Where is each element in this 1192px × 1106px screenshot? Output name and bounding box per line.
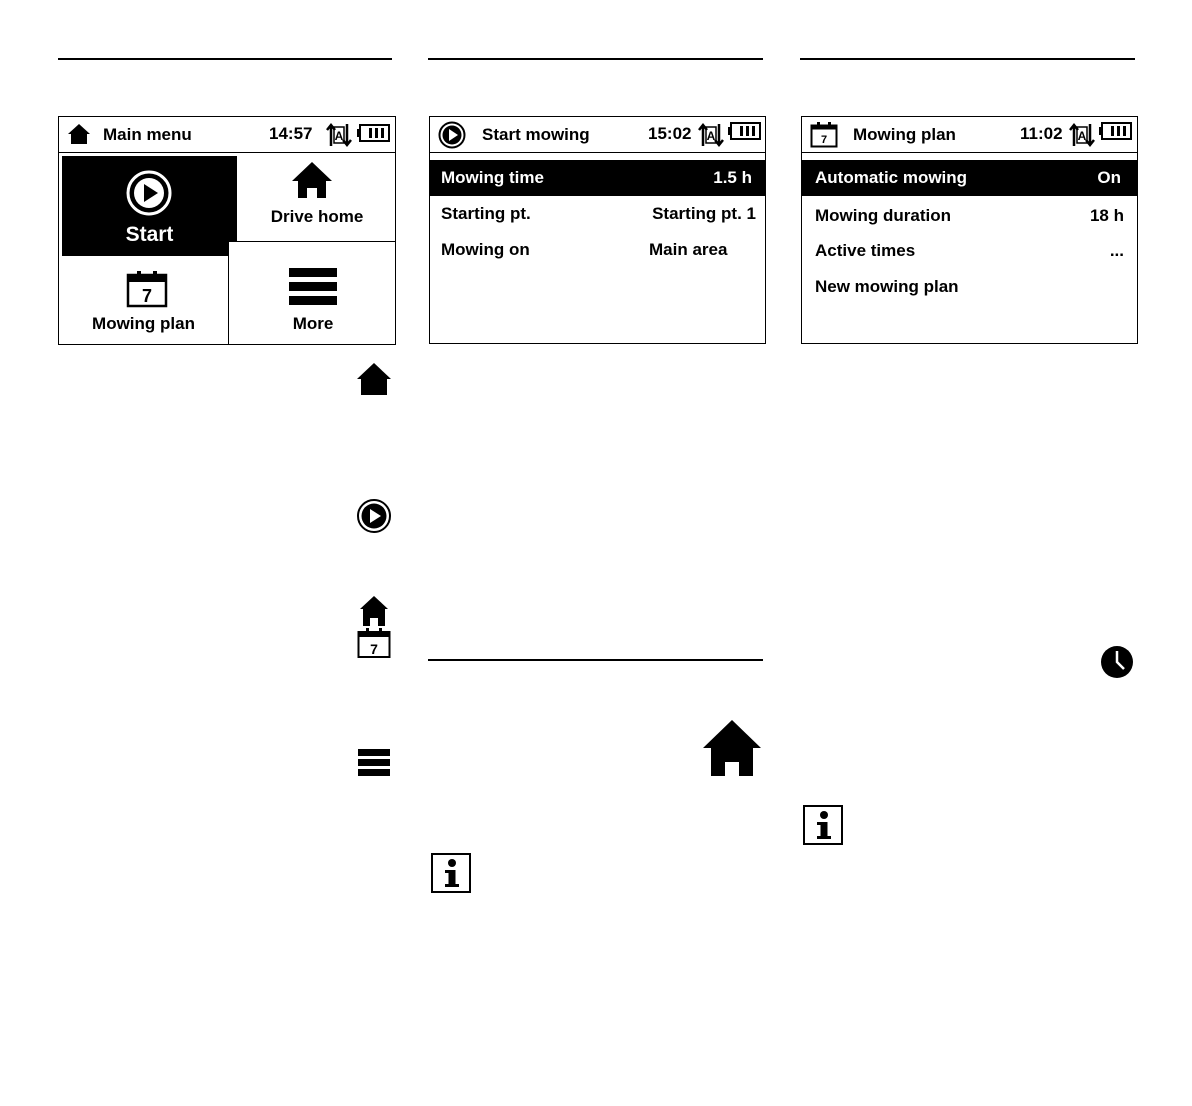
auto-mode-letter: A bbox=[1077, 129, 1087, 143]
calendar-icon bbox=[810, 122, 838, 153]
calendar-day: 7 bbox=[820, 134, 828, 146]
menu-row-mowing-duration[interactable] bbox=[802, 198, 1137, 234]
column-2-top-rule bbox=[428, 58, 763, 60]
row-label: Mowing duration bbox=[815, 206, 951, 225]
home-icon bbox=[67, 123, 91, 150]
mowing-plan-header bbox=[802, 117, 1137, 153]
main-menu-header bbox=[59, 117, 395, 153]
auto-mode-icon bbox=[698, 122, 724, 153]
row-label: Starting pt. bbox=[441, 204, 531, 223]
battery-icon bbox=[357, 124, 391, 147]
row-value: 18 h bbox=[1089, 206, 1124, 225]
column-2-section-rule bbox=[428, 659, 763, 661]
screen-title: Start mowing bbox=[482, 125, 590, 144]
home-icon bbox=[702, 719, 762, 782]
play-icon bbox=[438, 121, 466, 154]
battery-icon bbox=[728, 122, 762, 145]
home-icon bbox=[356, 362, 392, 401]
screen-title: Mowing plan bbox=[853, 125, 956, 144]
mowing-plan-screen bbox=[801, 116, 1138, 344]
menu-row-active-times[interactable] bbox=[802, 233, 1137, 269]
row-label: Automatic mowing bbox=[815, 168, 968, 187]
auto-mode-letter: A bbox=[334, 129, 344, 143]
battery-icon bbox=[1099, 122, 1133, 145]
column-1-top-rule bbox=[58, 58, 392, 60]
more-tile[interactable] bbox=[228, 242, 396, 345]
start-mowing-screen bbox=[429, 116, 766, 344]
calendar-day: 7 bbox=[370, 641, 378, 657]
auto-mode-icon bbox=[1069, 122, 1095, 153]
info-icon bbox=[431, 853, 471, 893]
row-label: Active times bbox=[815, 241, 916, 260]
drive-home-label: Drive home bbox=[270, 207, 364, 226]
clock-time: 15:02 bbox=[648, 124, 692, 143]
mowing-plan-tile[interactable] bbox=[59, 256, 228, 345]
clock-icon bbox=[1100, 645, 1134, 684]
start-tile[interactable] bbox=[62, 156, 237, 256]
start-label: Start bbox=[125, 223, 174, 246]
menu-icon bbox=[358, 749, 390, 782]
calendar-icon bbox=[126, 270, 168, 313]
main-menu-screen bbox=[58, 116, 396, 345]
row-value: Main area bbox=[649, 240, 728, 259]
row-value: On bbox=[1097, 168, 1121, 187]
column-3-top-rule bbox=[800, 58, 1135, 60]
menu-row-automatic-mowing[interactable] bbox=[802, 160, 1137, 196]
drive-home-tile[interactable] bbox=[237, 153, 396, 242]
menu-row-mowing-time[interactable] bbox=[430, 160, 765, 196]
menu-row-mowing-on[interactable] bbox=[430, 232, 765, 268]
row-value: 1.5 h bbox=[713, 168, 752, 187]
more-label: More bbox=[292, 314, 334, 333]
play-icon bbox=[356, 498, 392, 539]
row-label: Mowing on bbox=[441, 240, 530, 259]
screen-title: Main menu bbox=[103, 125, 192, 144]
calendar-icon bbox=[357, 628, 391, 664]
auto-mode-letter: A bbox=[706, 129, 716, 143]
calendar-day: 7 bbox=[141, 286, 153, 306]
row-label: New mowing plan bbox=[815, 277, 959, 296]
clock-time: 11:02 bbox=[1020, 124, 1063, 143]
menu-row-new-mowing-plan[interactable] bbox=[802, 269, 1137, 305]
clock-time: 14:57 bbox=[269, 124, 313, 143]
mowing-plan-label: Mowing plan bbox=[92, 314, 195, 333]
start-mowing-header bbox=[430, 117, 765, 153]
row-value: ... bbox=[1109, 241, 1124, 260]
row-label: Mowing time bbox=[441, 168, 544, 187]
auto-mode-icon bbox=[326, 122, 352, 153]
info-icon bbox=[803, 805, 843, 845]
menu-row-starting-point[interactable] bbox=[430, 196, 765, 232]
menu-icon bbox=[289, 268, 337, 311]
home-icon bbox=[290, 160, 334, 205]
play-icon bbox=[126, 170, 172, 221]
row-value: Starting pt. 1 bbox=[652, 204, 756, 223]
